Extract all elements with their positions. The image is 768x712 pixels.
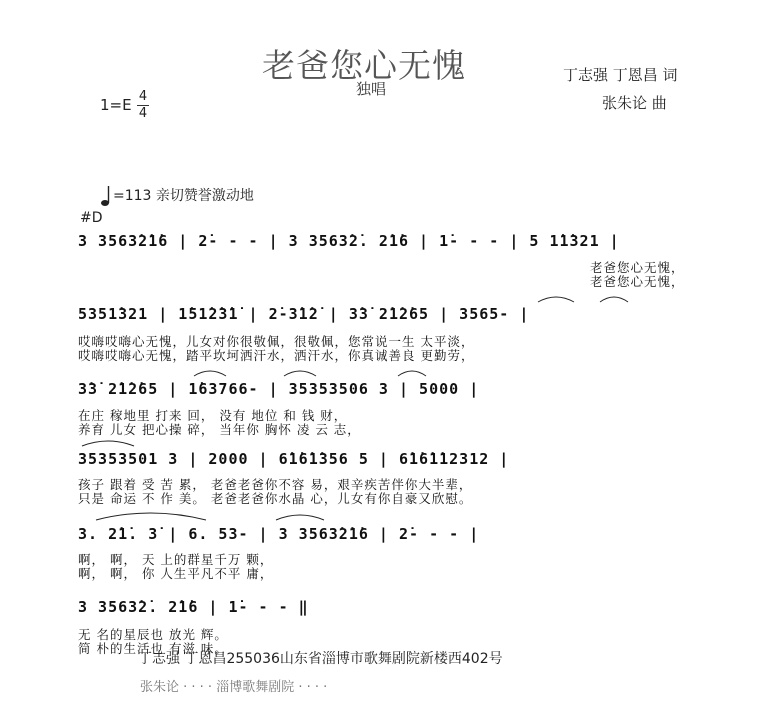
lyric-line-4b: 只是 命运 不 作 美。 老爸老爸你水晶 心，儿女有你自豪又欣慰。 — [78, 491, 473, 506]
lyric-line-2a: 哎嗨哎嗨心无愧，儿女对你很敬佩，很敬佩，您常说一生 太平淡， — [78, 334, 475, 349]
music-line-3: 3̇3̇ 2̇1̇2̇65 | 1̇63766- | 35353506 3 | 5000 | — [78, 380, 480, 398]
lyric-line-1b: 老爸您心无愧， — [590, 274, 685, 289]
key-signature: 1=E — [100, 96, 132, 114]
time-signature-bottom: 4 — [138, 106, 148, 121]
music-line-4: 35353501 3 | 2000 | 6̇1̇6̇1̇356 5 | 6̇1̇6̇1̇12312 | — [78, 450, 510, 468]
music-line-6: 3 3563̇2̇. 2̇1̇6 | 1̇- - - ‖ — [78, 598, 309, 616]
chord-label: #D — [80, 210, 103, 226]
music-line-2: 5351̇321 | 1̇51̇2̇3̇1̇ | 2̇-3̇1̇2̇ | 3̇3̇ 2̇1̇2̇65 | 3565- | — [78, 305, 530, 323]
lyric-line-6b: 简 朴的生活也 有滋 味。 — [78, 641, 228, 656]
song-subtitle: 独唱 — [356, 80, 387, 98]
lyric-line-5b: 啊， 啊， 你 人生平凡不平 庸， — [78, 566, 274, 581]
lyric-line-3a: 在庄 稼地里 打来 回， 没有 地位 和 钱 财， — [78, 408, 348, 423]
footer-address: 丁志强 丁恩昌255036山东省淄博市歌舞剧院新楼西402号 — [138, 651, 503, 667]
music-line-5: 3. 2̇1̇. 3̇ | 6. 53- | 3 3563̇2̇1̇6 | 2̇- - - | — [78, 525, 480, 543]
lyric-line-2b: 哎嗨哎嗨心无愧，踏平坎坷洒汗水，洒汗水，你真诚善良 更勤劳， — [78, 348, 475, 363]
song-title: 老爸您心无愧 — [262, 46, 466, 85]
lyricist-credit: 丁志强 丁恩昌 词 — [563, 66, 678, 84]
lyric-line-6a: 无 名的星辰也 放光 辉。 — [78, 627, 228, 642]
lyric-line-4a: 孩子 跟着 受 苦 累， 老爸老爸你不容 易，艰辛疾苦伴你大半辈， — [78, 477, 473, 492]
lyric-line-3b: 养育 儿女 把心操 碎， 当年你 胸怀 凌 云 志， — [78, 422, 361, 437]
time-signature-top: 4 — [138, 89, 148, 104]
footer-extra: 张朱论 · · · · 淄博歌舞剧院 · · · · — [140, 680, 328, 695]
music-line-1: 3 3563̇2̇1̇6 | 2̇- - - | 3 3563̇2̇. 2̇1̇6 | 1̇- - - | 5 1̇1̇321 | — [78, 232, 620, 250]
tempo-text: =113 亲切赞誉激动地 — [113, 188, 254, 204]
lyric-line-1a: 老爸您心无愧， — [590, 260, 685, 275]
composer-credit: 张朱论 曲 — [602, 94, 667, 112]
lyric-line-5a: 啊， 啊， 天 上的群星千万 颗， — [78, 552, 274, 567]
